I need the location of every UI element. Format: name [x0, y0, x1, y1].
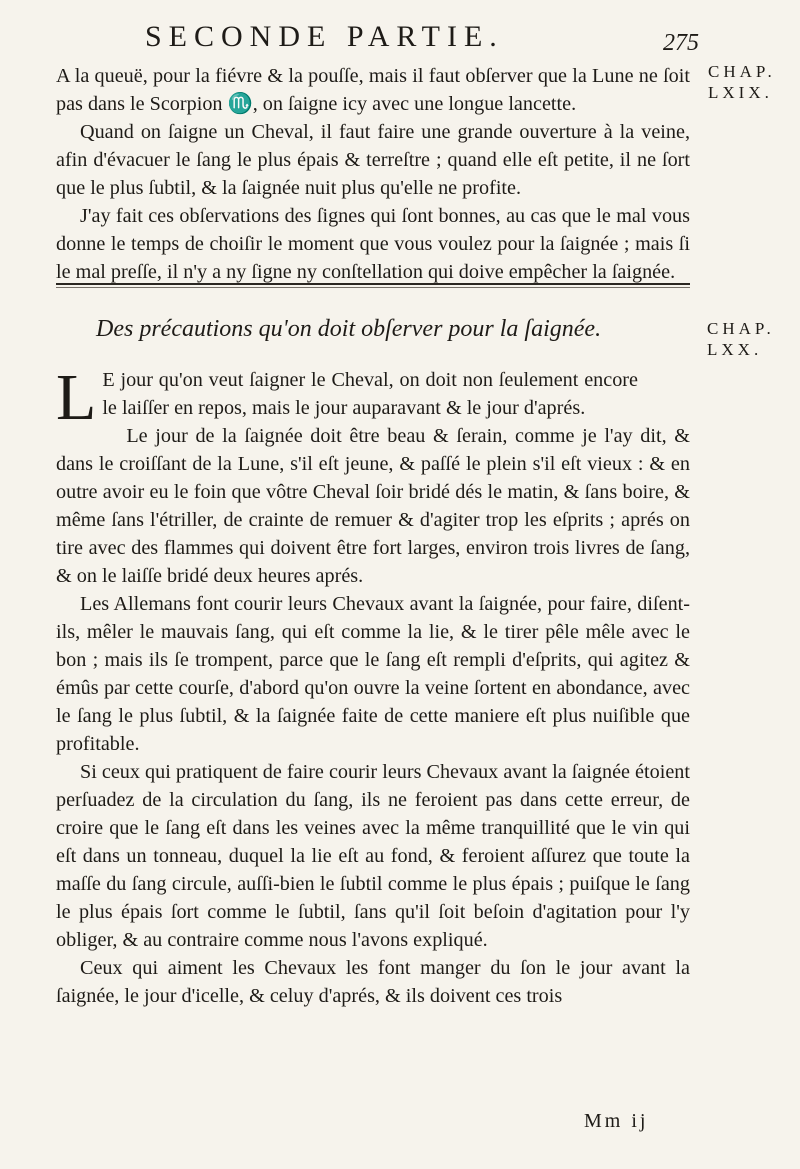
margin-note-chap-number: LXX. [707, 340, 763, 359]
section-divider [56, 283, 690, 285]
catchword: Mm ij [584, 1110, 649, 1132]
top-text-block [56, 62, 690, 286]
paragraph: Si ceux qui pratiquent de faire courir leurs Chevaux avant la ſaignée étoient perſuadez de la circulation du ſang, ils ne feroient pas dans cette erreur, de croire que le ſang eſt dans les veines avec la même tranquillité que le vin qui eſt dans un tonneau, duquel la lie eſt au fond, & feroient aſſurez que toute la maſſe du ſang circule, auſſi-bien le ſubtil comme le plus épais ; puiſque le ſang le plus épais ſort comme le ſubtil, ſans qu'il ſoit beſoin d'agitation pour l'y obliger, & au contraire comme nous l'avons expliqué. [56, 761, 690, 951]
paragraph: Le jour de la ſaignée doit être beau & ſerain, comme je l'ay dit, & dans le croiſſant de la Lune, s'il eſt jeune, & paſſé le plein s'il eſt vieux : & en outre avoir eu le foin que vôtre Cheval ſoir bridé dés le matin, & ſans boire, & même ſans l'étriller, de crainte de remuer & d'agiter trop les eſprits ; aprés on tire avec des flammes qui doivent être fort larges, environ trois livres de ſang, & on le laiſſe bridé deux heures aprés. [56, 425, 690, 587]
section-divider-thin [56, 287, 690, 288]
margin-note-chap-label: CHAP. [707, 319, 775, 338]
running-title: SECONDE PARTIE. [145, 20, 504, 53]
margin-note-chapter-70 [703, 318, 775, 360]
opening-paragraph [56, 361, 690, 434]
section-title: Des précautions qu'on doit obſerver pour la ſaignée. [96, 316, 602, 342]
running-header [145, 20, 675, 62]
paragraph: Quand on ſaigne un Cheval, il faut faire une grande ouverture à la veine, afin d'évacuer le ſang le plus épais & terreſtre ; quand elle eſt petite, il ne ſort que le plus ſubtil, & la ſaignée nuit plus qu'elle ne profite. [56, 121, 690, 199]
opening-paragraph-text: E jour qu'on veut ſaigner le Cheval, on doit non ſeulement encore le laiſſer en repos, mais le jour auparavant & le jour d'aprés. [102, 369, 638, 419]
drop-cap: L [56, 361, 97, 434]
paragraph: A la queuë, pour la fiévre & la pouſſe, mais il faut obſerver que la Lune ne ſoit pas dans le Scorpion ♏, on ſaigne icy avec une longue lancette. [56, 65, 690, 115]
margin-note-chapter-69: CHAP. LXIX. [708, 62, 776, 102]
paragraph: Ceux qui aiment les Chevaux les font manger du ſon le jour avant la ſaignée, le jour d'icelle, & celuy d'aprés, & ils doivent ces trois [56, 957, 690, 1007]
paragraph: J'ay fait ces obſervations des ſignes qui ſont bonnes, au cas que le mal vous donne le temps de choiſir le moment que vous voulez pour la ſaignée ; mais ſi le mal preſſe, il n'y a ny ſigne ny conſtellation qui doive empêcher la ſaignée. [56, 205, 690, 283]
page-number: 275 [663, 30, 699, 56]
section-body [56, 361, 690, 1010]
paragraph: Les Allemans font courir leurs Chevaux avant la ſaignée, pour faire, diſent-ils, mêler le mauvais ſang, qui eſt comme la lie, & le tirer pêle mêle avec le bon ; mais ils ſe trompent, parce que le ſang eſt rempli d'eſprits, qui agitez & émûs par cette courſe, d'abord qu'on ouvre la veine ſortent en abondance, avec le ſang le plus ſubtil, & la ſaignée faite de cette maniere eſt plus nuiſible que profitable. [56, 593, 690, 755]
